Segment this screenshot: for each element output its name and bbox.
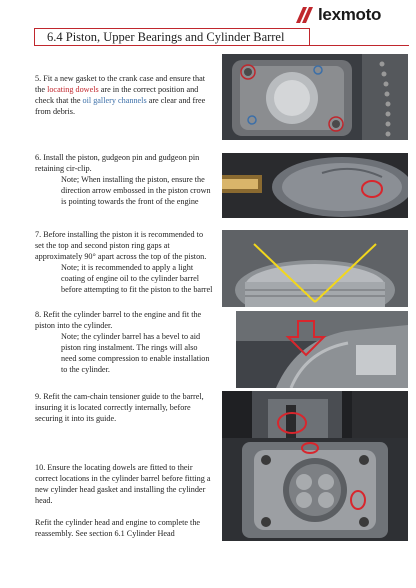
header-rule — [34, 45, 409, 46]
section-title: 6.4 Piston, Upper Bearings and Cylinder Barrel — [34, 28, 310, 46]
step-7 — [35, 229, 213, 295]
step-5-text: 5. Fit a new gasket to the crank case and ensure that the locating dowels are in the correct position and check that the oil gallery channels are clear and free from debris. — [35, 74, 206, 116]
step-7-note: Note; it is recommended to apply a light coating of engine oil to the cylinder barrel before attempting to fit the piston to the barrel — [61, 263, 213, 294]
photo-head-gasket — [222, 438, 408, 541]
step-6 — [35, 152, 213, 207]
step-9 — [35, 391, 213, 424]
step-5 — [35, 73, 213, 117]
step-8-note: Note; the cylinder barrel has a bevel to aid piston ring instalment. The rings will also need some compression to enable installation to the cylinder. — [61, 332, 210, 374]
step-9-text: 9. Refit the cam-chain tensioner guide to the barrel, insuring it is located correctly internally, before securing it into its guide. — [35, 392, 204, 423]
step-8 — [35, 309, 213, 375]
step-7-text: 7. Before installing the piston it is recommended to set the top and second piston ring gaps at approximately 90° apart across the top of the piston. — [35, 230, 207, 261]
step-10-text-2: Refit the cylinder head and engine to complete the reassembly. See section 6.1 Cylinder Head — [35, 518, 201, 538]
step-8-text: 8. Refit the cylinder barrel to the engine and fit the piston into the cylinder. — [35, 310, 202, 330]
brand-name: lexmoto — [318, 5, 382, 24]
step-10 — [35, 462, 213, 539]
lexmoto-logo-icon — [295, 6, 315, 24]
photo-piston-install — [222, 153, 408, 218]
step-6-text: 6. Install the piston, gudgeon pin and gudgeon pin retaining cir-clip. — [35, 153, 200, 173]
photo-cylinder-barrel — [236, 311, 408, 388]
step-10-text: 10. Ensure the locating dowels are fitted to their correct locations in the cylinder barrel before fitting a new cylinder head gasket and installing the cylinder head. — [35, 463, 211, 505]
locating-dowels-highlight: locating dowels — [47, 85, 99, 94]
step-6-note: Note; When installing the piston, ensure the direction arrow embossed in the piston crown is pointing towards the front of the engine — [61, 175, 211, 206]
photo-ring-gaps — [222, 230, 408, 307]
photo-crankcase-gasket — [222, 54, 408, 140]
oil-gallery-highlight: oil gallery channels — [82, 96, 147, 105]
brand-logo — [295, 6, 381, 24]
